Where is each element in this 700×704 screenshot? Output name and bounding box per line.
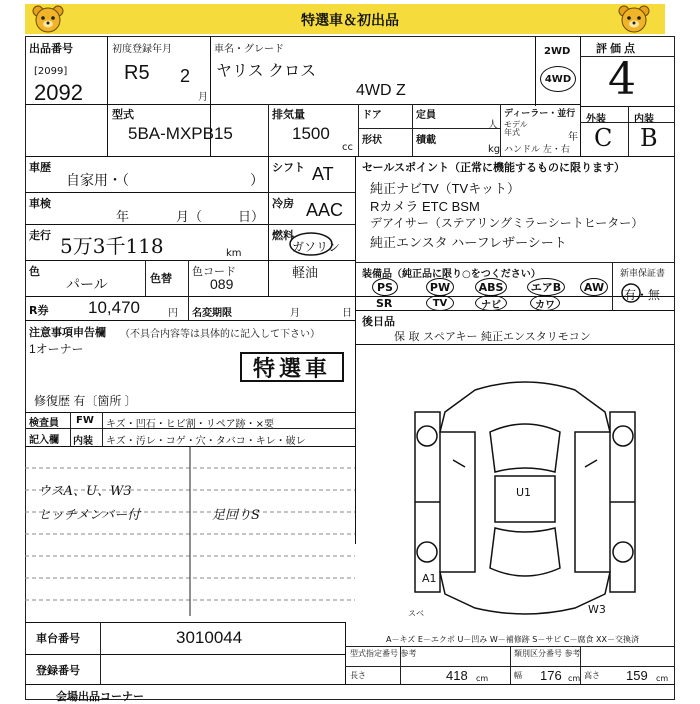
inspection-day: 日） — [238, 209, 265, 224]
fuel-diesel: 軽油 — [292, 265, 319, 280]
inspector-interior-items: キズ・汚レ・コゲ・穴・タバコ・キレ・破レ — [106, 436, 306, 447]
width-unit: cm — [568, 674, 581, 683]
displacement-unit: cc — [342, 142, 353, 153]
diagram-mark-w3: W3 — [588, 603, 606, 616]
inspector-label: 検査員 — [29, 418, 59, 429]
interior-grade: B — [640, 124, 658, 152]
capacity-label: 定員 — [416, 110, 436, 121]
equip-abs: ABS — [475, 278, 507, 296]
notes-dashed-lines — [25, 446, 355, 616]
hand-note-1: ウスA、U、W3 — [38, 484, 132, 499]
first-registration-era-year: R5 — [124, 62, 150, 84]
history-value: 自家用・（ — [66, 172, 129, 188]
registration-label: 登録番号 — [36, 664, 80, 677]
color-label: 色 — [29, 265, 40, 278]
model-year-label: モデル年式 — [504, 120, 528, 137]
inspector-interior: 内装 — [73, 436, 93, 447]
rating-label: 評価点 — [596, 42, 638, 55]
type-designation-label: 型式指定番号 参考 — [350, 649, 417, 658]
accessories-value: 保 取 スペアキー 純正エンスタリモコン — [394, 330, 591, 343]
doors-label: ドア — [362, 110, 382, 121]
aircon-value: AAC — [306, 200, 344, 220]
name-change-day: 日 — [342, 308, 352, 319]
warranty-value: 有・無 — [624, 288, 661, 302]
shift-label: シフト — [272, 161, 305, 174]
equip-sr: SR — [376, 297, 393, 310]
recycle-label: R券 — [29, 304, 49, 317]
interior-label: 内装 — [634, 114, 654, 125]
notes-text: 1オーナー — [29, 342, 84, 356]
fuel-circle-mark-icon — [288, 230, 334, 258]
car-name: ヤリス クロス — [216, 63, 317, 80]
mileage-label: 走行 — [29, 229, 51, 242]
width-label: 幅 — [514, 671, 522, 680]
inspection-year: 年 — [116, 209, 130, 224]
car-grade: 4WD Z — [356, 82, 406, 99]
special-selection-stamp: 特選車 — [240, 352, 344, 382]
exterior-grade: C — [594, 124, 613, 152]
color-change-label: 色替 — [150, 272, 172, 285]
color-code-label: 色コード — [192, 265, 236, 278]
sales-point-2: Rカメラ ETC BSM — [370, 199, 480, 214]
color-code: 089 — [210, 276, 234, 292]
equip-airbag: エアB — [527, 278, 565, 296]
height-label: 高さ — [584, 671, 600, 680]
body-shape-label: 形状 — [362, 135, 382, 146]
sales-point-4: 純正エンスタ ハーフレザーシート — [370, 235, 567, 250]
exterior-label: 外装 — [586, 114, 606, 125]
shift-value: AT — [312, 164, 334, 184]
bear-mascot-right-icon — [616, 4, 652, 34]
model-label: 型式 — [112, 108, 134, 121]
warranty-label: 新車保証書 — [620, 269, 666, 279]
model-year-unit: 年 — [568, 132, 578, 143]
aircon-label: 冷房 — [272, 197, 294, 210]
mileage-value: 5万3千118 — [60, 234, 164, 258]
first-registration-month: 2 — [180, 66, 191, 86]
load-unit: kg — [488, 144, 501, 155]
sales-points-label: セールスポイント（正常に機能するものに限ります） — [362, 161, 626, 174]
car-name-label: 車名・グレード — [214, 44, 284, 55]
inspector-entry-label: 記入欄 — [29, 435, 59, 446]
first-registration-month-unit: 月 — [198, 92, 208, 103]
length-value: 418 — [446, 668, 468, 683]
banner-title: 特選車＆初出品 — [301, 13, 399, 29]
name-change-month: 月 — [290, 308, 300, 319]
diagram-mark-sube: スベ — [408, 609, 424, 618]
equip-aw: AW — [580, 278, 608, 296]
color-value: パール — [66, 276, 108, 292]
length-label: 長さ — [350, 671, 366, 680]
inspector-exterior-items: キズ・凹石・ヒビ割・リペア跡・×要 — [106, 419, 274, 430]
displacement-label: 排気量 — [272, 108, 305, 121]
history-close: ） — [250, 172, 264, 188]
history-label: 車歴 — [29, 161, 51, 174]
hand-note-3: 足回りS — [212, 508, 260, 523]
fuel-label: 燃料 — [272, 229, 294, 242]
hand-note-2: ヒッチメンバー付 — [38, 508, 141, 523]
equip-pw: PW — [426, 278, 454, 296]
damage-legend-text: A－キズ E－エクボ U－凹み W－補修跡 S－サビ C－腐食 XX－交換済 — [386, 635, 640, 644]
recycle-fee: 10,470 — [88, 298, 140, 317]
lot-number-label: 出品番号 — [29, 42, 73, 55]
inspection-label: 車検 — [29, 197, 51, 210]
equip-ps: PS — [372, 278, 398, 296]
bear-mascot-left-icon — [30, 4, 66, 34]
handle-label: ハンドル 左・右 — [504, 145, 570, 155]
sales-point-3: デアイサー（ステアリングミラーシートヒーター） — [370, 216, 644, 230]
height-value: 159 — [626, 668, 648, 683]
load-label: 積載 — [416, 135, 436, 146]
diagram-mark-a1: A1 — [422, 572, 437, 585]
lot-number: 2092 — [34, 80, 83, 105]
drive-2wd-label: 2WD — [544, 46, 571, 57]
model-code: 5BA-MXPB15 — [128, 124, 233, 143]
displacement-value: 1500 — [292, 124, 330, 143]
dealer-label: ディーラー・並行 — [504, 109, 576, 119]
equip-tv: TV — [426, 295, 454, 311]
sales-point-1: 純正ナビTV（TVキット） — [370, 181, 520, 196]
recycle-unit: 円 — [168, 308, 178, 319]
accessories-label: 後日品 — [362, 315, 395, 328]
drive-4wd-circled: 4WD — [540, 66, 576, 92]
mileage-unit: km — [226, 248, 242, 259]
inspector-fw: FW — [76, 415, 94, 426]
class-number-label: 類別区分番号 参考 — [514, 649, 581, 658]
equip-kawa: カワ — [530, 295, 560, 311]
equipment-label: 装備品（純正品に限り○をつください） — [362, 269, 541, 280]
first-registration-label: 初度登録年月 — [112, 44, 172, 55]
name-change-deadline-label: 名変期限 — [192, 308, 232, 319]
notes-label: 注意事項申告欄 — [29, 326, 106, 339]
width-value: 176 — [540, 668, 562, 683]
warranty-circle-mark-icon — [620, 283, 642, 303]
repair-history: 修復歴 有〔箇所 〕 — [34, 394, 137, 408]
chassis-number: 3010044 — [176, 628, 243, 647]
diagram-mark-u1: U1 — [516, 486, 532, 499]
lot-sub-number: [2099] — [34, 66, 68, 77]
rating-value: 4 — [608, 54, 636, 105]
equip-navi: ナビ — [475, 295, 507, 311]
venue-corner-label: 会場出品コーナー — [56, 690, 144, 703]
inspection-month: 月（ — [176, 209, 203, 224]
height-unit: cm — [656, 674, 669, 683]
length-unit: cm — [476, 674, 489, 683]
notes-sublabel: （不具合内容等は具体的に記入して下さい） — [120, 329, 320, 340]
fuel-gasoline: ガソリン — [292, 240, 341, 254]
chassis-label: 車台番号 — [36, 632, 80, 645]
capacity-unit: 人 — [488, 120, 498, 131]
